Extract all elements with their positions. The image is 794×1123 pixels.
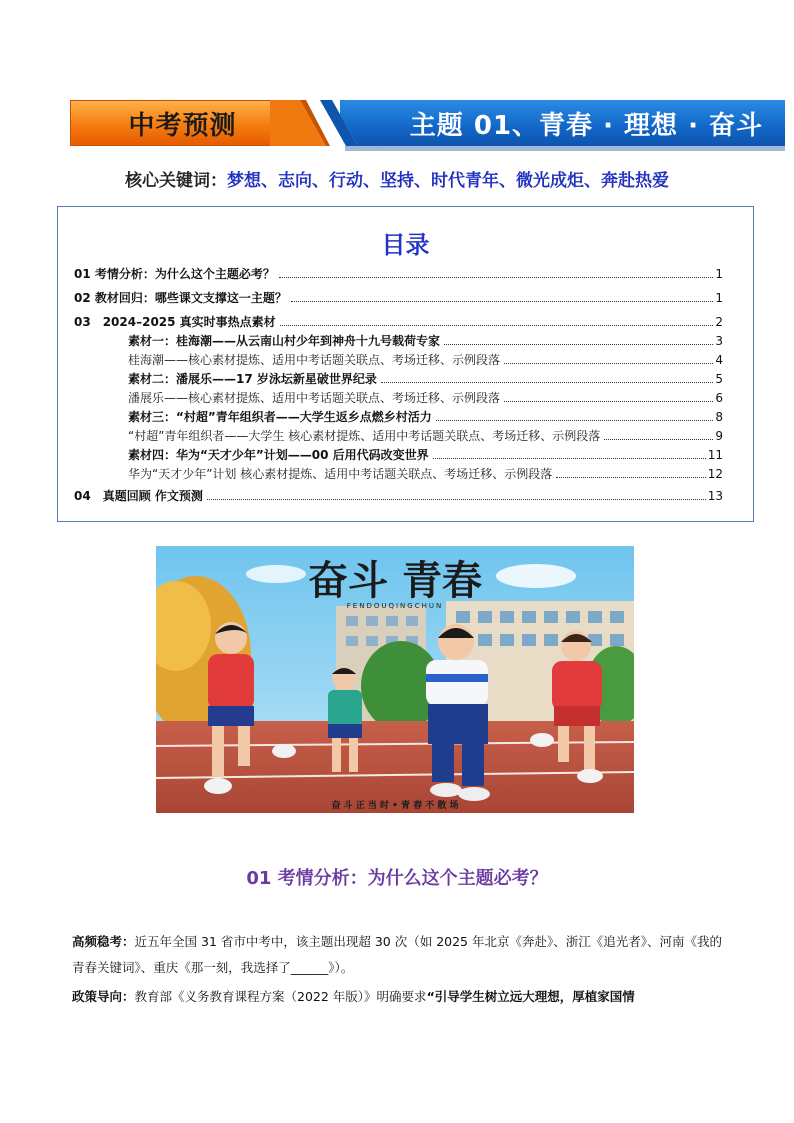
toc-leader — [504, 401, 713, 402]
toc-title: 目录 — [381, 231, 430, 259]
paragraph-label: 高频稳考： — [72, 934, 135, 949]
paragraph-text: 教育部《义务教育课程方案（2022 年版）》明确要求 — [134, 989, 427, 1004]
toc-item[interactable] — [74, 265, 723, 282]
toc-page-number: 3 — [715, 334, 723, 348]
paragraph-quote: “引导学生树立远大理想，厚植家国情 — [426, 989, 635, 1004]
toc-item-text: 潘展乐——核心素材提炼、适用中考话题关联点、考场迁移、示例段落 — [128, 391, 501, 405]
core-keywords — [0, 166, 794, 191]
toc-item[interactable] — [74, 313, 723, 330]
keywords-label: 核心关键词： — [125, 171, 227, 191]
toc-item-text: 桂海潮——核心素材提炼、适用中考话题关联点、考场迁移、示例段落 — [128, 353, 501, 367]
toc-page-number: 1 — [715, 291, 723, 305]
illustration-title-art: 奋斗 青春 — [308, 557, 482, 604]
paragraph-text: 近五年全国 31 省市中考中，该主题出现超 30 次（如 2025 年北京《奔赴》、浙江《追光者》、河南《我的青春关键词》、重庆《那一刻，我选择了______》）。 — [72, 934, 722, 975]
toc-item-text: 华为“天才少年”计划 核心素材提炼、适用中考话题关联点、考场迁移、示例段落 — [128, 467, 553, 481]
banner-shadow — [345, 146, 785, 151]
toc-leader — [381, 382, 713, 383]
youth-illustration — [156, 546, 634, 813]
paragraph-label: 政策导向： — [72, 989, 135, 1004]
toc-page-number: 1 — [715, 267, 723, 281]
toc-item[interactable] — [128, 446, 723, 463]
toc-item-text: 素材三：“村超”青年组织者——大学生返乡点燃乡村活力 — [128, 410, 432, 424]
illustration-scene — [156, 546, 634, 813]
table-of-contents — [57, 206, 754, 522]
toc-item-text: 01 考情分析：为什么这个主题必考？ — [74, 267, 275, 281]
toc-leader — [556, 477, 705, 478]
topic-title: 主题 01、青春 · 理想 · 奋斗 — [409, 110, 763, 141]
topic-banner — [340, 100, 785, 146]
illustration-subtitle: FENDOUQINGCHUN — [346, 602, 444, 610]
toc-page-number: 2 — [715, 315, 723, 329]
toc-item[interactable] — [128, 465, 723, 482]
toc-item[interactable] — [128, 389, 723, 406]
toc-leader — [279, 277, 713, 278]
paragraph-high-frequency — [72, 929, 732, 981]
toc-page-number: 13 — [707, 489, 723, 503]
banner-arrow — [270, 100, 330, 147]
toc-leader — [291, 301, 713, 302]
toc-page-number: 8 — [715, 410, 723, 424]
toc-page-number: 6 — [715, 391, 723, 405]
toc-item-text: 02 教材回归：哪些课文支撑这一主题？ — [74, 291, 287, 305]
toc-page-number: 4 — [715, 353, 723, 367]
toc-leader — [444, 344, 713, 345]
toc-item-text: 素材一：桂海潮——从云南山村少年到神舟十九号载荷专家 — [128, 334, 441, 348]
toc-item-text: 素材四：华为“天才少年”计划——00 后用代码改变世界 — [128, 448, 429, 462]
toc-item-text: 04 真题回顾 作文预测 — [74, 489, 203, 503]
header-banner — [70, 100, 763, 150]
toc-item[interactable] — [74, 289, 723, 306]
toc-leader — [604, 439, 713, 440]
toc-leader — [280, 325, 714, 326]
toc-leader — [504, 363, 713, 364]
toc-item[interactable] — [128, 427, 723, 444]
toc-page-number: 5 — [715, 372, 723, 386]
exam-prediction-label: 中考预测 — [128, 110, 237, 141]
toc-item-text: 素材二：潘展乐——17 岁泳坛新星破世界纪录 — [128, 372, 377, 386]
toc-item[interactable] — [128, 370, 723, 387]
paragraph-policy — [72, 984, 732, 1010]
toc-item-text: 03 2024–2025 真实时事热点素材 — [74, 315, 276, 329]
illustration-caption: 奋 斗 正 当 时 • 青 春 不 散 场 — [331, 801, 459, 811]
toc-page-number: 9 — [715, 429, 723, 443]
toc-item[interactable] — [74, 487, 723, 504]
toc-leader — [436, 420, 714, 421]
toc-leader — [433, 458, 706, 459]
toc-item-text: “村超”青年组织者——大学生 核心素材提炼、适用中考话题关联点、考场迁移、示例段落 — [128, 429, 601, 443]
section-title: 01 考情分析：为什么这个主题必考？ — [246, 868, 548, 889]
toc-page-number: 12 — [707, 467, 723, 481]
toc-leader — [207, 499, 706, 500]
toc-page-number: 11 — [707, 448, 723, 462]
exam-prediction-tag — [70, 100, 295, 146]
toc-item[interactable] — [128, 351, 723, 368]
keywords-list: 梦想、志向、行动、坚持、时代青年、微光成炬、奔赴热爱 — [227, 171, 669, 191]
toc-item[interactable] — [128, 408, 723, 425]
toc-item[interactable] — [128, 332, 723, 349]
